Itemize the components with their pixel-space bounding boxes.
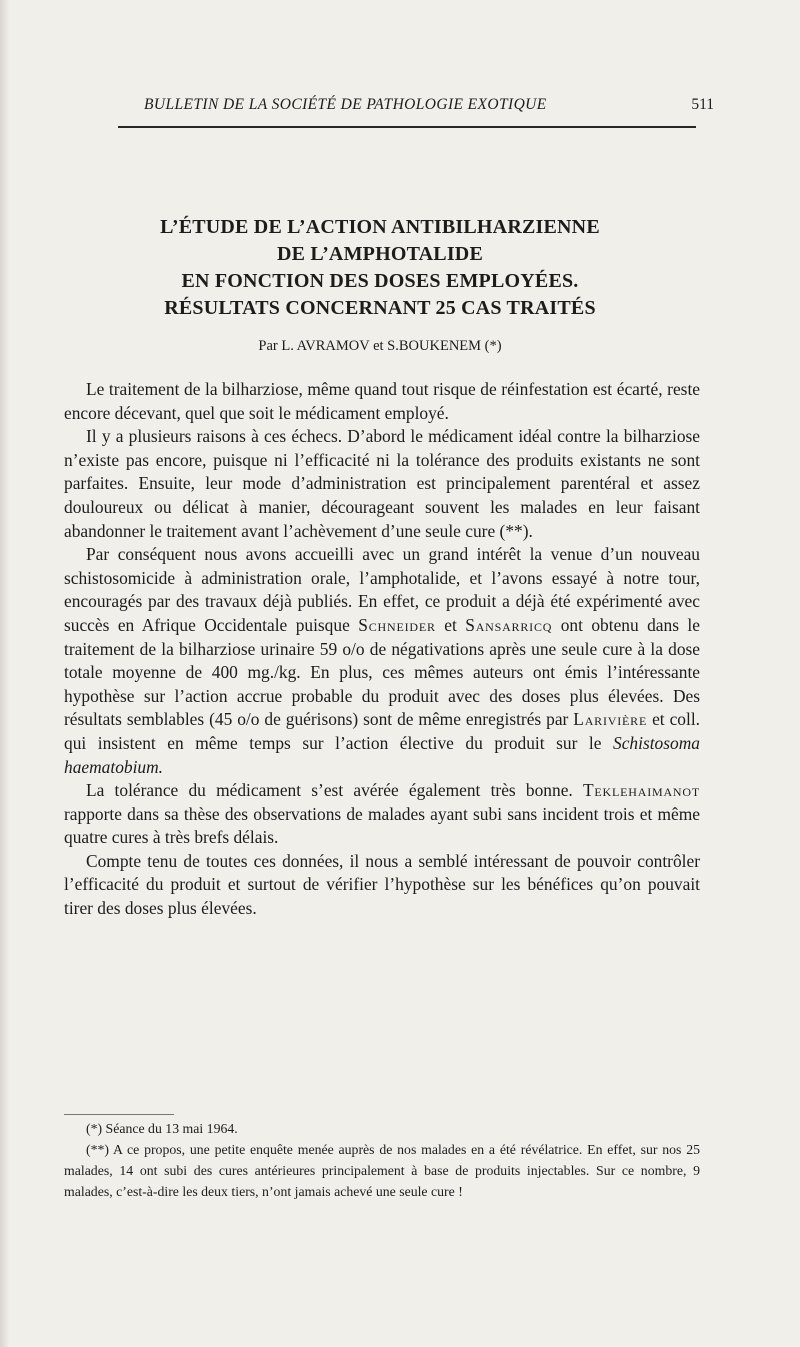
article-title — [64, 214, 696, 322]
paragraph: Il y a plusieurs raisons à ces échecs. D’abord le médicament idéal contre la bilharziose n’existe pas encore, puisque ni l’efficacité ni la tolérance des produits existants ne sont parfaites. Ensuite, leur mode d’administration est principalement parentéral et assez douloureux ou délicat à manier, décourageant souvent les malades en leur faisant abandonner le traitement avant l’achèvement d’une seule cure (**). — [64, 426, 700, 541]
running-head — [118, 96, 714, 118]
page-number: 511 — [691, 96, 714, 113]
cited-author: Schneider — [358, 614, 436, 635]
footnote: (**) A ce propos, une petite enquête menée auprès de nos malades en a été révélatrice. En effet, sur nos 25 malades, 14 ont subi des cures antérieures principalement à base de produits injectables. Sur ce nombre, 9 malades, c’est-à-dire les deux tiers, n’ont jamais achevé une seule cure ! — [64, 1142, 700, 1199]
footnote-rule — [64, 1114, 174, 1115]
footnote: (*) Séance du 13 mai 1964. — [86, 1121, 238, 1136]
paragraph: Compte tenu de toutes ces données, il nous a semblé intéressant de pouvoir contrôler l’efficacité du produit et surtout de vérifier l’hypothèse sur les bénéfices qu’on pouvait tirer des doses plus élevées. — [64, 850, 700, 919]
paragraph — [64, 543, 700, 779]
species-name: Schistosoma haematobium. — [64, 732, 700, 777]
article-body — [64, 378, 700, 921]
journal-title: BULLETIN DE LA SOCIÉTÉ DE PATHOLOGIE EXOTIQUE — [144, 96, 547, 113]
title-line: RÉSULTATS CONCERNANT 25 CAS TRAITÉS — [164, 297, 596, 319]
paragraph-text: Par conséquent nous avons accueilli avec un grand intérêt la venue d’un nouveau schistosomicide à administration orale, l’amphotalide, et l’avons essayé à notre tour, encouragés par des travaux déjà publiés. En effet, ce produit a déjà été expérimenté avec succès en Afrique Occidentale puisque — [64, 544, 700, 635]
paragraph-text: rapporte dans sa thèse des observations de malades ayant subi sans incident trois et même quatre cures à très brefs délais. — [64, 803, 700, 848]
paragraph — [64, 779, 700, 850]
paragraph-text: ont obtenu dans le traitement de la bilharziose urinaire 59 o/o de négativations après une seule cure à la dose totale moyenne de 400 mg./kg. En plus, ces mêmes auteurs ont émis l’intéressante hypothèse sur l’action accrue probable du produit avec des doses plus élevées. Des résultats semblables (45 o/o de guérisons) sont de même enregistrés par — [64, 614, 700, 730]
page-gutter-shadow — [0, 0, 10, 1347]
paragraph: Le traitement de la bilharziose, même quand tout risque de réinfestation est écarté, reste encore décevant, quel que soit le médicament employé. — [64, 379, 700, 423]
cited-author: Teklehaimanot — [582, 780, 700, 801]
cited-author: Larivière — [573, 709, 648, 730]
title-line: DE L’AMPHOTALIDE — [276, 243, 483, 265]
paragraph-text: et — [444, 614, 457, 635]
cited-author: Sansarricq — [465, 614, 553, 635]
paragraph-text: La tolérance du médicament s’est avérée également très bonne. — [86, 780, 573, 801]
footnotes — [64, 1118, 700, 1202]
paragraph-text: et coll. qui insistent en même temps sur l’action élective du produit sur le — [64, 709, 700, 753]
title-line: EN FONCTION DES DOSES EMPLOYÉES. — [181, 270, 579, 292]
article-authors: Par L. AVRAMOV et S.BOUKENEM (*) — [258, 338, 502, 354]
title-line: L’ÉTUDE DE L’ACTION ANTIBILHARZIENNE — [160, 216, 600, 238]
header-rule — [118, 126, 696, 128]
